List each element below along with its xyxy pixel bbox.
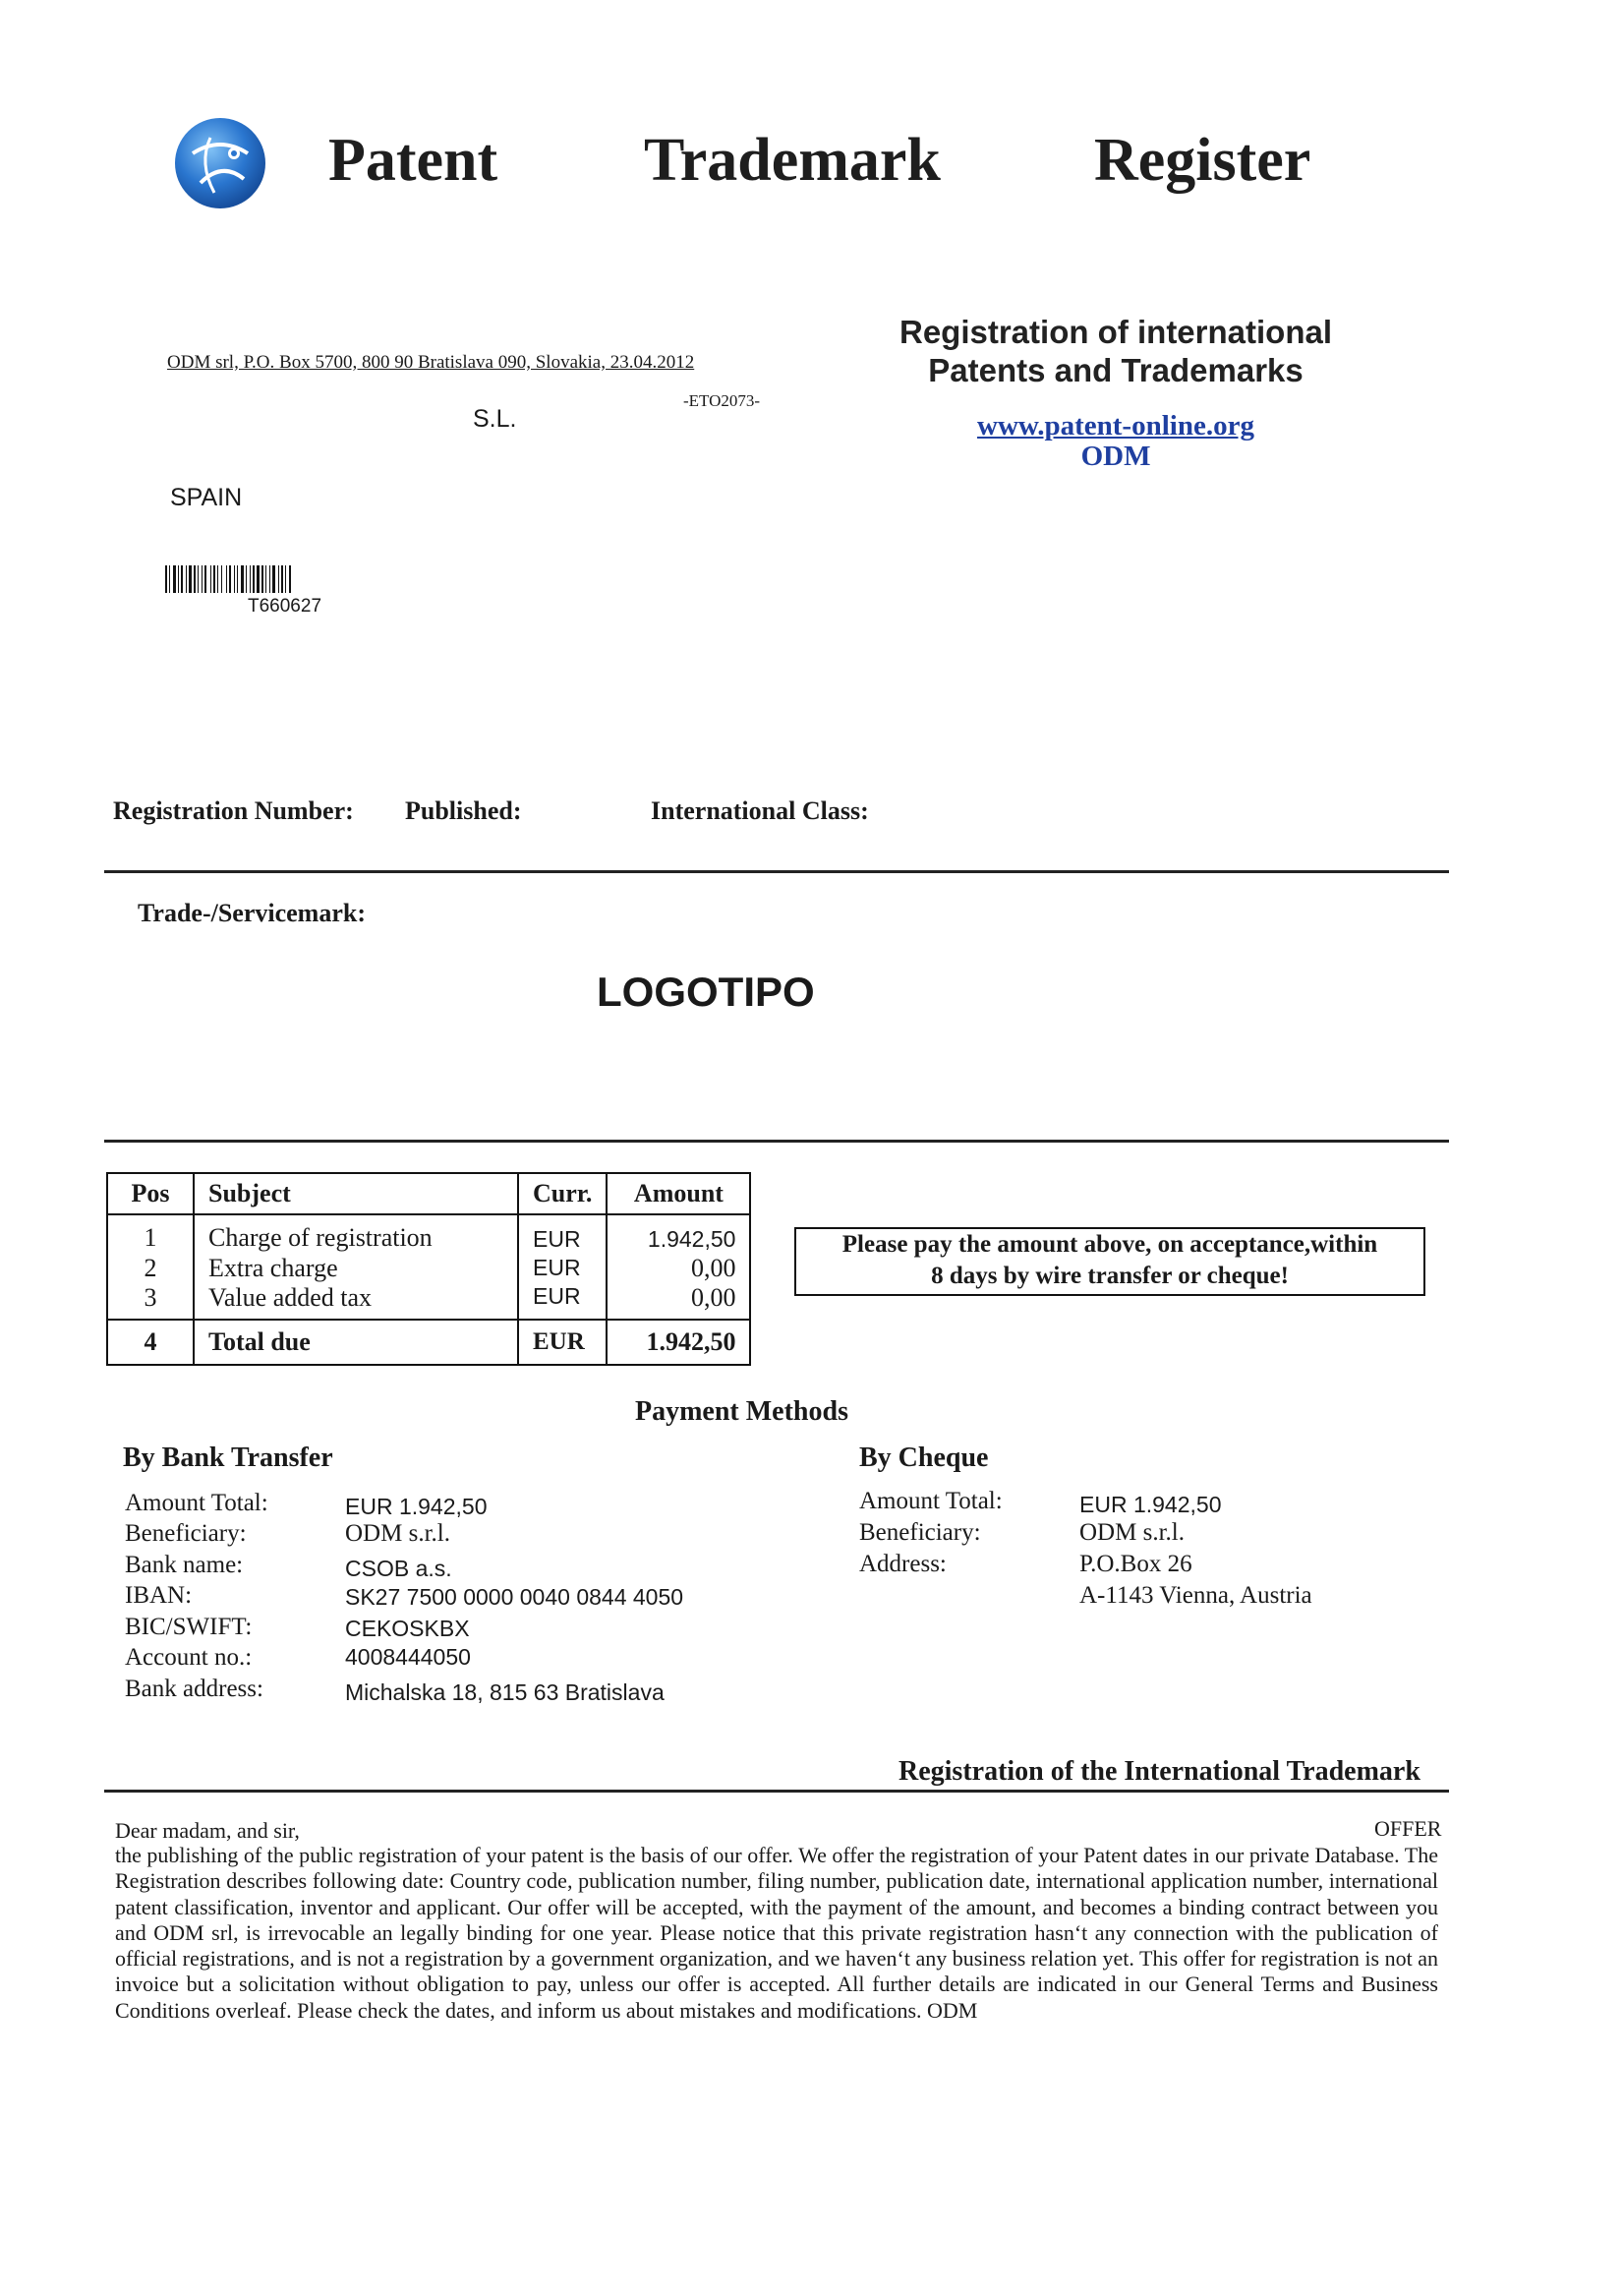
row-label: Amount Total:	[859, 1488, 1003, 1514]
row-label	[859, 1582, 1079, 1610]
row-label: Beneficiary:	[125, 1520, 247, 1547]
cell-pos: 4	[107, 1320, 194, 1365]
section-title: Registration of the International Trademark	[898, 1756, 1420, 1787]
offer-label: OFFER	[1374, 1816, 1442, 1841]
barcode	[165, 565, 411, 595]
list-item	[859, 1551, 1192, 1578]
row-label: IBAN:	[125, 1582, 193, 1609]
header-word-patent: Patent	[328, 127, 498, 194]
cell-pos: 3	[107, 1283, 194, 1320]
divider	[104, 870, 1449, 873]
cell-currency: EUR	[518, 1253, 607, 1283]
website-link[interactable]: www.patent-online.org	[977, 410, 1254, 442]
list-item	[125, 1582, 683, 1611]
row-label: Account no.:	[125, 1644, 253, 1671]
table-row	[107, 1253, 750, 1283]
divider	[104, 1140, 1449, 1143]
service-description	[865, 313, 1366, 389]
col-header-subject: Subject	[194, 1173, 518, 1214]
sender-address-line: ODM srl, P.O. Box 5700, 800 90 Bratislava 090, Slovakia, 23.04.2012	[167, 352, 695, 373]
row-value: CEKOSKBX	[345, 1616, 470, 1641]
service-line-2: Patents and Trademarks	[928, 352, 1304, 388]
notice-line-1: Please pay the amount above, on acceptance,within	[841, 1231, 1378, 1258]
row-label: Beneficiary:	[859, 1519, 981, 1546]
row-label: BIC/SWIFT:	[125, 1614, 253, 1640]
offer-body-text: the publishing of the public registration of your patent is the basis of our offer. We offer the registration of your Patent dates in our private Database. The Registration describes following date: Country code, publication number, filing number, publication date, international application number, international patent classification, inventor and applicant. Our offer will be accepted, with the payment of the amount, and becomes a binding contract between you and ODM srl, is irrevocable an legally binding for one year. Please notice that this private registration hasn‘t any connection with the publication of official registrations, and is not a registration by a government organization, and we haven‘t any business relation yet. This offer for registration is not an invoice but a solicitation without obligation to pay, unless our offer is accepted. All further details are indicated in our General Terms and Business Conditions overleaf. Please check the dates, and inform us about mistakes and modifications. ODM	[115, 1843, 1438, 2023]
divider	[104, 1790, 1449, 1793]
international-class-label: International Class:	[651, 796, 869, 825]
greeting: Dear madam, and sir,	[115, 1818, 300, 1843]
cell-currency: EUR	[518, 1320, 607, 1365]
row-value: SK27 7500 0000 0040 0844 4050	[345, 1584, 684, 1610]
list-item	[125, 1552, 452, 1582]
row-label: Amount Total:	[125, 1490, 268, 1516]
row-value: EUR 1.942,50	[1079, 1492, 1222, 1517]
list-item	[125, 1614, 470, 1642]
table-row	[107, 1283, 750, 1320]
barcode-number: T660627	[248, 596, 322, 617]
published-label: Published:	[405, 796, 522, 825]
trademark-label: Trade-/Servicemark:	[138, 899, 366, 927]
cell-currency: EUR	[518, 1214, 607, 1253]
cell-amount: 0,00	[607, 1283, 750, 1320]
row-label: Bank name:	[125, 1552, 244, 1578]
cell-subject: Total due	[194, 1320, 518, 1365]
row-value: ODM s.r.l.	[345, 1520, 450, 1547]
cell-subject: Extra charge	[194, 1253, 518, 1283]
list-item	[125, 1676, 665, 1706]
list-item	[125, 1520, 450, 1548]
cell-subject: Value added tax	[194, 1283, 518, 1320]
charges-table	[106, 1172, 751, 1366]
bank-transfer-heading: By Bank Transfer	[123, 1442, 333, 1473]
service-line-1: Registration of international	[898, 314, 1333, 350]
payment-methods-title: Payment Methods	[635, 1396, 848, 1427]
reference-code: -ETO2073-	[683, 391, 761, 410]
list-item	[125, 1490, 487, 1520]
row-value: A-1143 Vienna, Austria	[1079, 1582, 1312, 1609]
cell-amount: 1.942,50	[607, 1320, 750, 1365]
header-word-trademark: Trademark	[644, 127, 941, 194]
row-label: Address:	[859, 1551, 947, 1577]
cell-subject: Charge of registration	[194, 1214, 518, 1253]
recipient-country: SPAIN	[170, 484, 243, 511]
list-item	[859, 1488, 1221, 1518]
table-row	[107, 1214, 750, 1253]
list-item	[859, 1519, 1185, 1547]
row-value: CSOB a.s.	[345, 1556, 452, 1581]
org-name: ODM	[1080, 441, 1151, 472]
col-header-currency: Curr.	[518, 1173, 607, 1214]
table-total-row	[107, 1320, 750, 1365]
payment-notice-box	[794, 1227, 1425, 1296]
table-header-row	[107, 1173, 750, 1214]
row-value: ODM s.r.l.	[1079, 1519, 1185, 1546]
recipient-company: S.L.	[473, 405, 517, 433]
col-header-pos: Pos	[107, 1173, 194, 1214]
row-value: P.O.Box 26	[1079, 1551, 1192, 1577]
row-value: 4008444050	[345, 1644, 471, 1670]
cell-pos: 1	[107, 1214, 194, 1253]
notice-line-2: 8 days by wire transfer or cheque!	[931, 1263, 1289, 1289]
cell-currency: EUR	[518, 1283, 607, 1320]
row-label: Bank address:	[125, 1676, 263, 1702]
col-header-amount: Amount	[607, 1173, 750, 1214]
header-word-register: Register	[1094, 127, 1311, 194]
cheque-heading: By Cheque	[859, 1442, 989, 1473]
globe-logo-icon	[171, 114, 269, 212]
cell-amount: 1.942,50	[607, 1214, 750, 1253]
list-item	[859, 1582, 1312, 1610]
row-value: EUR 1.942,50	[345, 1494, 488, 1519]
cell-pos: 2	[107, 1253, 194, 1283]
registration-number-label: Registration Number:	[113, 796, 354, 825]
row-value: Michalska 18, 815 63 Bratislava	[345, 1679, 665, 1705]
trademark-value: LOGOTIPO	[597, 969, 815, 1015]
list-item	[125, 1644, 471, 1672]
cell-amount: 0,00	[607, 1253, 750, 1283]
